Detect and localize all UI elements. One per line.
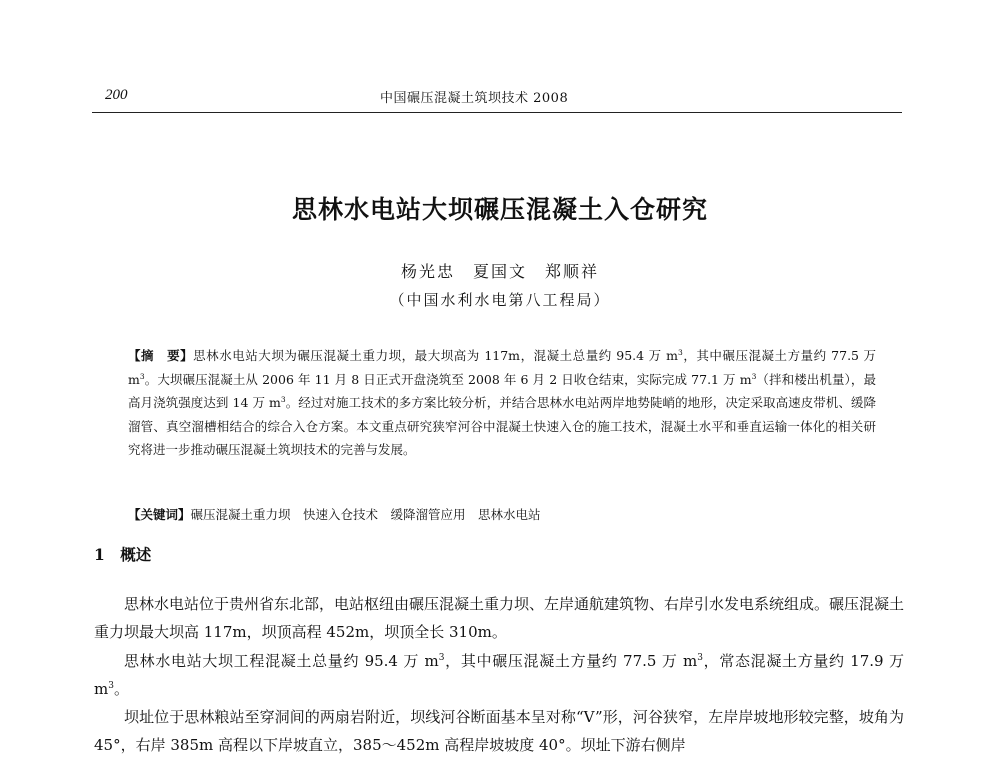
abstract-text-2: ，其中碾压混凝土方量约 77.5 万 m bbox=[128, 348, 876, 387]
header-rule bbox=[92, 112, 902, 113]
authors: 杨光忠 夏国文 郑顺祥 bbox=[400, 262, 599, 281]
abstract-sup-3: 3 bbox=[751, 371, 757, 381]
abstract-text-5: 。经过对施工技术的多方案比较分析，并结合思林水电站两岸地势陡峭的地形，决定采取高速皮带机、缓降溜管、真空溜槽相结合的综合入仓方案。本文重点研究狭窄河谷中混凝土快速入仓的施工技术，混凝土水平和垂直运输一体化的相关研究将进一步推动碾压混凝土筑坝技术的完善与发展。 bbox=[128, 395, 876, 458]
abstract-label: 【摘 要】 bbox=[128, 348, 194, 363]
abstract-text-1: 思林水电站大坝为碾压混凝土重力坝，最大坝高为 117m，混凝土总量约 95.4 万 m bbox=[193, 348, 679, 363]
running-header: 中国碾压混凝土筑坝技术 2008 bbox=[380, 91, 569, 106]
body-paragraph-1: 思林水电站位于贵州省东北部，电站枢纽由碾压混凝土重力坝、左岸通航建筑物、右岸引水发电系统组成。碾压混凝土重力坝最大坝高 117m，坝顶高程 452m，坝顶全长 310m。 bbox=[94, 595, 905, 642]
abstract-sup-2: 3 bbox=[139, 371, 145, 381]
body-paragraph-2-sup-2: 3 bbox=[697, 652, 703, 663]
section-heading-overview: 1 概述 bbox=[94, 545, 152, 564]
paper-title: 思林水电站大坝碾压混凝土入仓研究 bbox=[291, 195, 708, 224]
abstract bbox=[128, 344, 876, 462]
affiliation: （中国水利水电第八工程局） bbox=[389, 291, 611, 309]
body-paragraph-2-text-b: ，其中碾压混凝土方量约 77.5 万 m bbox=[444, 651, 698, 670]
body-paragraph-2-text-d: 。 bbox=[113, 679, 129, 698]
page-number: 200 bbox=[105, 87, 128, 103]
keywords-label: 【关键词】 bbox=[128, 507, 191, 522]
body-paragraph-2 bbox=[94, 647, 904, 704]
body-paragraph-2-sup-1: 3 bbox=[438, 652, 445, 663]
abstract-sup-1: 3 bbox=[678, 347, 683, 357]
abstract-text-3: 。大坝碾压混凝土从 2006 年 11 月 8 日正式开盘浇筑至 2008 年 6 月 2 日收仓结束，实际完成 77.1 万 m bbox=[144, 371, 752, 387]
body-paragraph-2-text-a: 思林水电站大坝工程混凝土总量约 95.4 万 m bbox=[124, 651, 439, 670]
abstract-sup-4: 3 bbox=[280, 395, 286, 405]
keywords bbox=[128, 503, 876, 526]
body-paragraph-3: 坝址位于思林粮站至穿洞间的两扇岩附近，坝线河谷断面基本呈对称“V”形，河谷狭窄，左岸岸坡地形较完整，坡角为 45°，右岸 385m 高程以下岸坡直立，385～452m 高程岸坡坡度 40°。坝址下游右侧岸 bbox=[94, 708, 904, 755]
keywords-text: 碾压混凝土重力坝 快速入仓技术 缓降溜管应用 思林水电站 bbox=[190, 507, 541, 522]
body-paragraph-2-text-c: ，常态混凝土方量约 17.9 万 m bbox=[94, 651, 905, 698]
abstract-text-4: （拌和楼出机量），最高月浇筑强度达到 14 万 m bbox=[128, 371, 876, 411]
section-body bbox=[94, 590, 904, 760]
body-paragraph-2-sup-3: 3 bbox=[108, 680, 114, 691]
